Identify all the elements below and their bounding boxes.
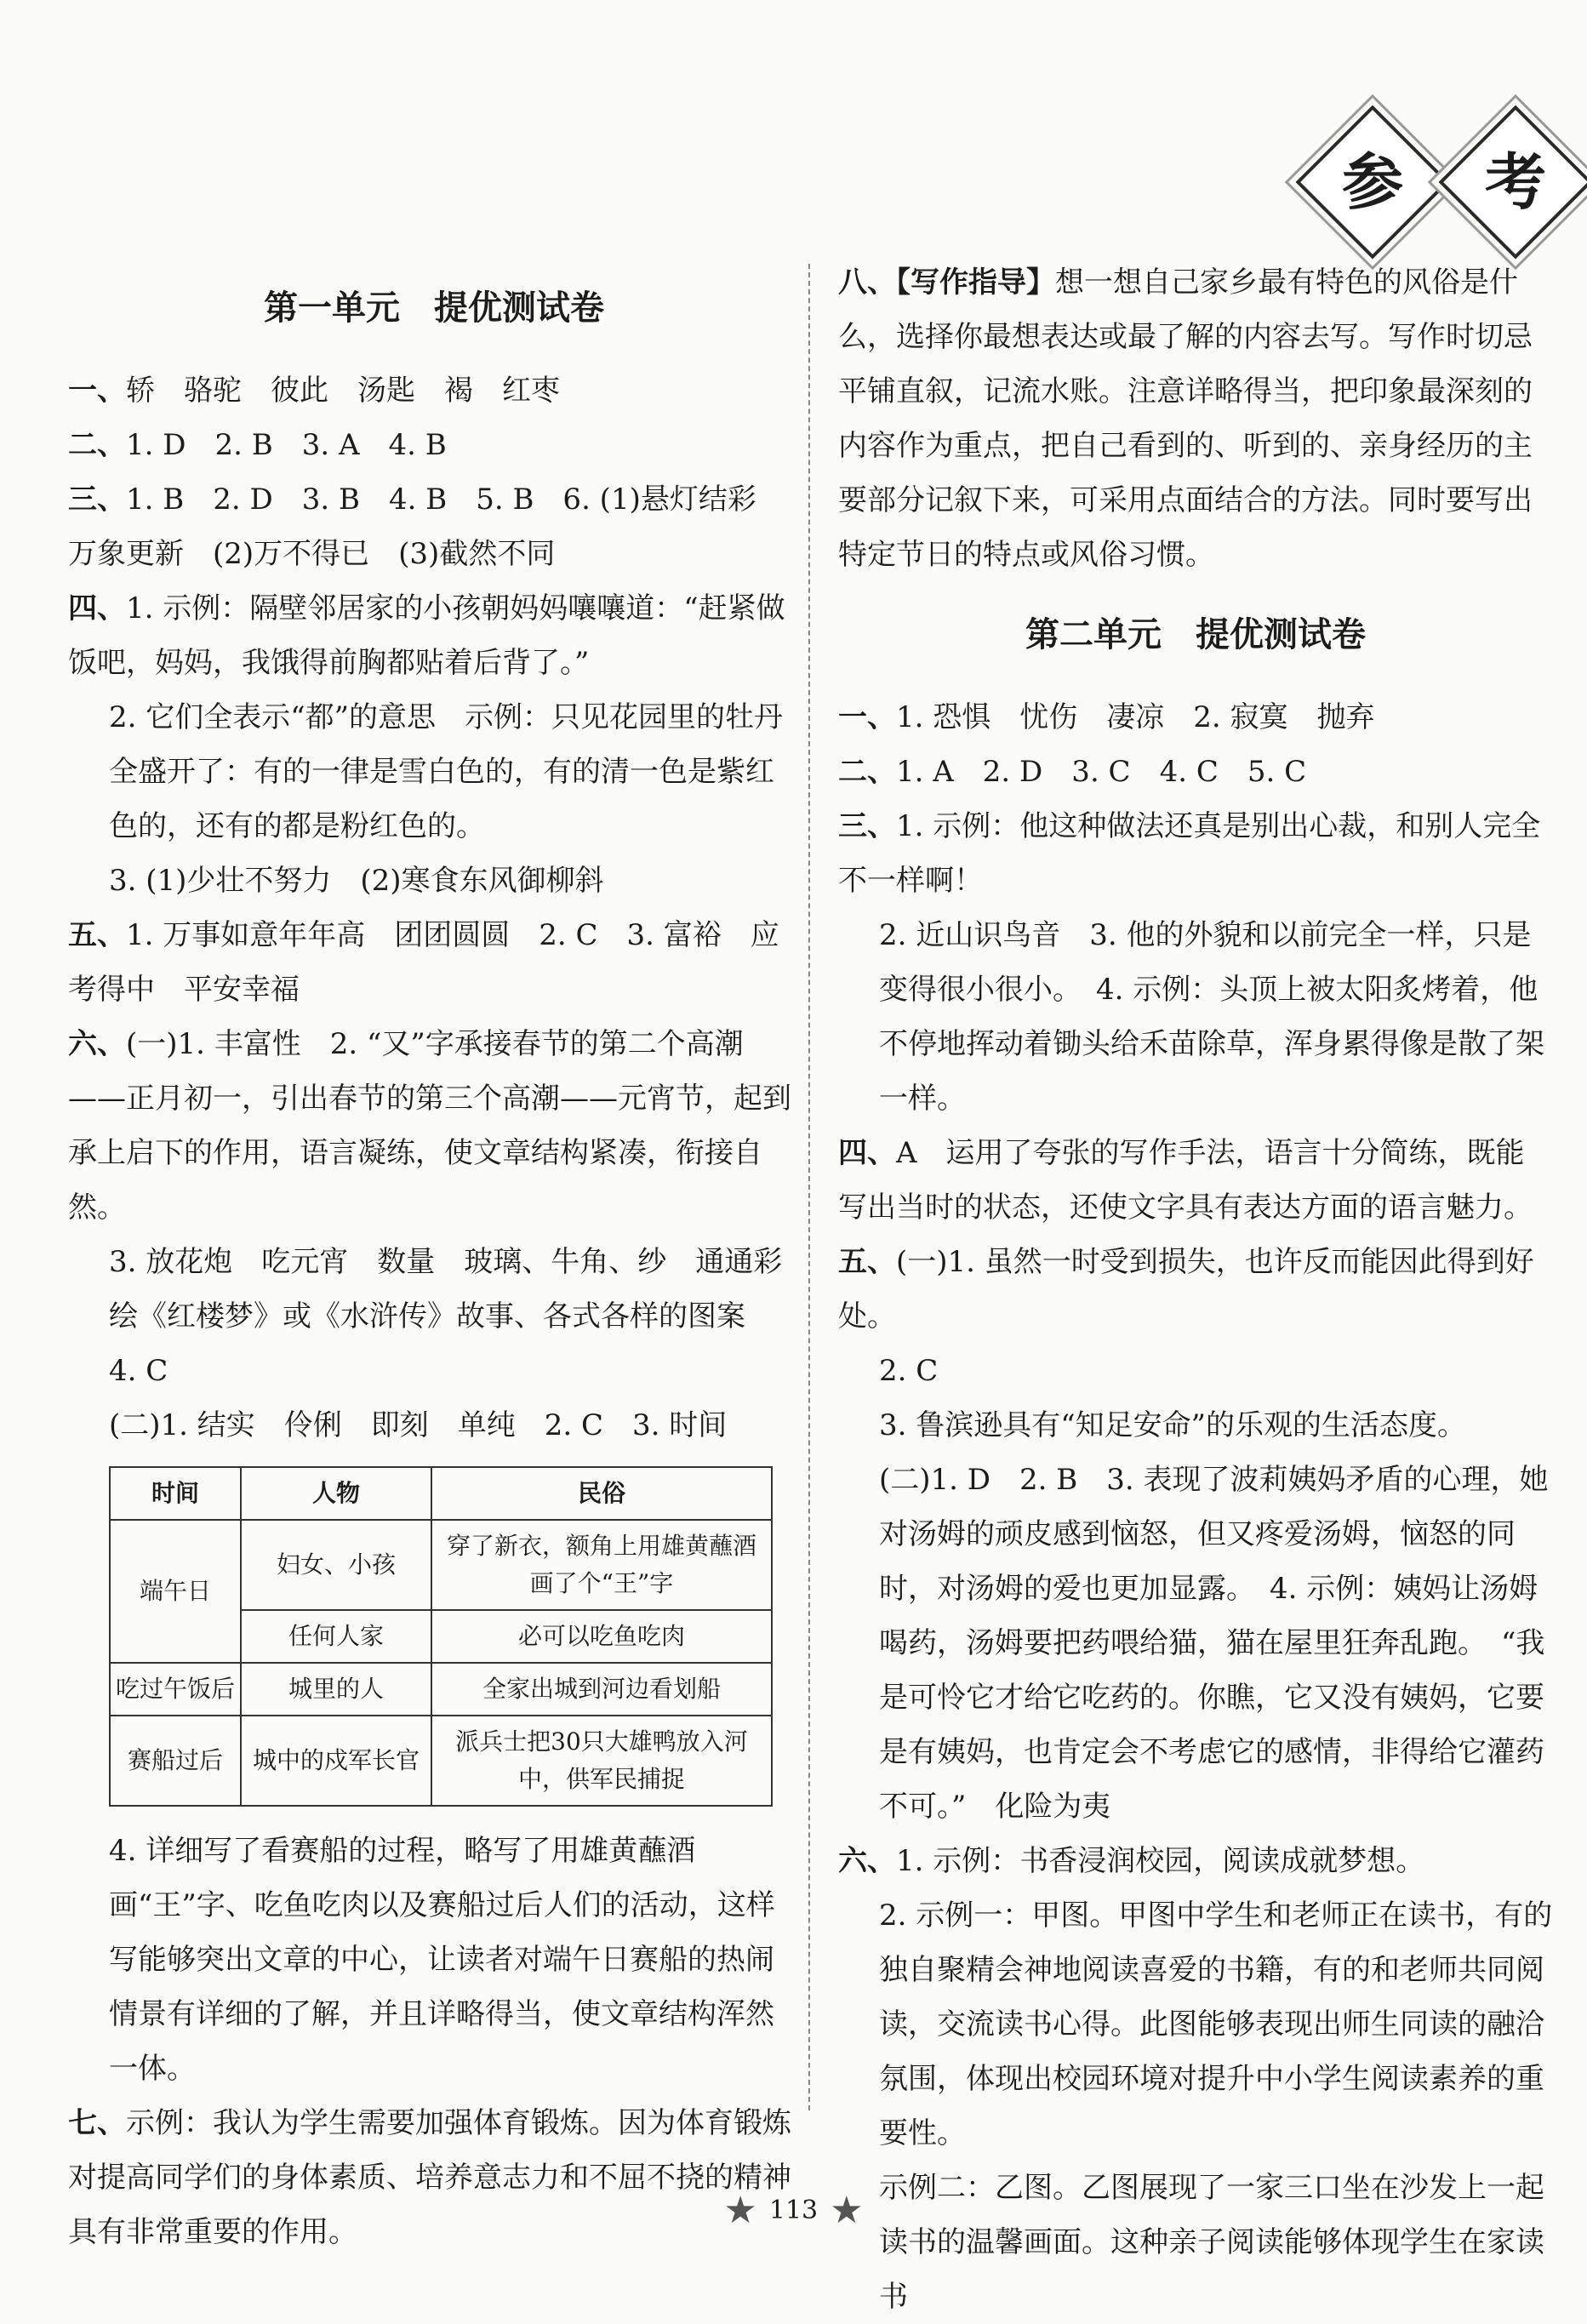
unit-title: 第二单元 提优测试卷 bbox=[1025, 615, 1366, 654]
banner-char: 参 bbox=[1341, 145, 1404, 218]
question-number: 一、 bbox=[68, 374, 126, 408]
answer-text: 2. 近山识鸟音 3. 他的外貌和以前完全一样，只是变得很小很小。 4. 示例：头顶上被太阳炙烤着，他不停地挥动着锄头给禾苗除草，浑身累得像是散了架一样。 bbox=[879, 918, 1544, 1116]
table-cell: 穿了新衣，额角上用雄黄蘸酒画了个“王”字 bbox=[431, 1520, 772, 1610]
table-cell: 吃过午饭后 bbox=[110, 1663, 241, 1716]
question-number: 三、 bbox=[68, 483, 126, 517]
answer-text: 1. 示例：书香浸润校园，阅读成就梦想。 bbox=[896, 1844, 1425, 1878]
question-number: 一、 bbox=[838, 700, 896, 734]
question-number: 二、 bbox=[68, 428, 126, 462]
answer-text: 2. 示例一：甲图。甲图中学生和老师正在读书，有的独自聚精会神地阅读喜爱的书籍，有的和老师共同阅读，交流读书心得。此图能够表现出师生同读的融洽氛围，体现出校园环境对提升中小学生阅读素养的重要性。 bbox=[879, 1899, 1553, 2150]
answer-text: 1. B 2. D 3. B 4. B 5. B 6. (1)悬灯结彩 万象更新 (2)万不得已 (3)截然不同 bbox=[68, 483, 785, 571]
answer-text: 示例：我认为学生需要加强体育锻炼。因为体育锻炼对提高同学们的身体素质、培养意志力和不屈不挠的精神具有非常重要的作用。 bbox=[68, 2106, 791, 2249]
answer-item bbox=[838, 799, 1553, 908]
answer-item bbox=[838, 1453, 1553, 1834]
answer-text: 3. 放花炮 吃元宵 数量 玻璃、牛角、纱 通通彩绘《红楼梦》或《水浒传》故事、各式各样的图案 4. C bbox=[109, 1245, 783, 1388]
right-column bbox=[838, 255, 1553, 2324]
table-cell: 端午日 bbox=[110, 1520, 241, 1663]
answer-item bbox=[68, 1017, 800, 1235]
table-cell: 城里的人 bbox=[241, 1663, 431, 1716]
question-number: 六、 bbox=[838, 1844, 896, 1878]
table-header: 时间 bbox=[110, 1467, 241, 1520]
answer-list bbox=[838, 690, 1553, 2324]
answer-text: 1. 恐惧 忧伤 凄凉 2. 寂寞 抛弃 bbox=[896, 700, 1375, 734]
answer-text: 2. C bbox=[879, 1354, 939, 1388]
page-footer bbox=[0, 2189, 1587, 2232]
question-number: 二、 bbox=[838, 755, 896, 789]
answer-item bbox=[838, 1834, 1553, 1888]
answer-text: (二)1. D 2. B 3. 表现了波莉姨妈矛盾的心理，她对汤姆的顽皮感到恼怒，但又疼爱汤姆，恼怒的同时，对汤姆的爱也更加显露。 4. 示例：姨妈让汤姆喝药，汤姆要把药喂给猫，猫在屋里狂奔乱跑。 “我是可怜它才给它吃药的。你瞧，它又没有姨妈，它要是有姨妈，也肯定会不考虑它的感情，非得给它灌药不可。” 化险为夷 bbox=[879, 1463, 1549, 1824]
answer-text: 轿 骆驼 彼此 汤匙 褐 红枣 bbox=[126, 374, 560, 408]
answer-list bbox=[68, 363, 800, 1453]
unit-title: 第一单元 提优测试卷 bbox=[264, 288, 604, 328]
answer-text: 想一想自己家乡最有特色的风俗是什么，选择你最想表达或最了解的内容去写。写作时切忌平铺直叙，记流水账。注意详略得当，把印象最深刻的内容作为重点，把自己看到的、听到的、亲身经历的主要部分记叙下来，可采用点面结合的方法。同时要写出特定节日的特点或风俗习惯。 bbox=[838, 266, 1533, 572]
answer-text: 1. 万事如意年年高 团团圆圆 2. C 3. 富裕 应考得中 平安幸福 bbox=[68, 918, 779, 1007]
question-number: 三、 bbox=[838, 809, 896, 843]
question-number: 七、 bbox=[68, 2106, 126, 2140]
question-number: 八、 bbox=[838, 266, 896, 300]
answer-text: 示例二：乙图。乙图展现了一家三口坐在沙发上一起读书的温馨画面。这种亲子阅读能够体现学生在家读书 bbox=[879, 2171, 1544, 2314]
table-cell: 城中的戍军长官 bbox=[241, 1716, 431, 1806]
page-number: 113 bbox=[768, 2196, 819, 2225]
answer-item bbox=[68, 2096, 800, 2259]
table-cell: 派兵士把30只大雄鸭放入河中，供军民捕捉 bbox=[431, 1716, 772, 1806]
answer-text: 3. (1)少壮不努力 (2)寒食东风御柳斜 bbox=[109, 864, 604, 898]
answer-item bbox=[838, 908, 1553, 1126]
question-number: 四、 bbox=[68, 591, 126, 625]
answer-text: 1. 示例：他这种做法还真是别出心裁，和别人完全不一样啊！ bbox=[838, 809, 1541, 898]
answer-text: 2. 它们全表示“都”的意思 示例：只见花园里的牡丹全盛开了：有的一律是雪白色的，有的清一色是紫红色的，还有的都是粉红色的。 bbox=[109, 700, 784, 843]
answer-key-banner bbox=[1318, 128, 1570, 237]
answer-text: A 运用了夸张的写作手法，语言十分简练，既能写出当时的状态，还使文字具有表达方面的语言魅力。 bbox=[838, 1136, 1533, 1225]
star-icon: ★ bbox=[830, 2189, 864, 2232]
column-divider bbox=[808, 264, 810, 2110]
answer-list bbox=[838, 255, 1553, 582]
table-cell: 任何人家 bbox=[241, 1610, 431, 1663]
answer-item bbox=[68, 418, 800, 472]
table-cell: 赛船过后 bbox=[110, 1716, 241, 1806]
answer-item bbox=[838, 1235, 1553, 1344]
answer-item bbox=[68, 581, 800, 690]
table-header: 民俗 bbox=[431, 1467, 772, 1520]
banner-badge bbox=[1295, 105, 1449, 259]
answer-text: 1. 示例：隔壁邻居家的小孩朝妈妈嚷嚷道：“赶紧做饭吧，妈妈，我饿得前胸都贴着后背了。” bbox=[68, 591, 785, 680]
writing-guide-tag: 【写作指导】 bbox=[896, 266, 1055, 300]
answer-item bbox=[838, 1126, 1553, 1235]
answer-item bbox=[68, 363, 800, 418]
answer-item bbox=[68, 1824, 800, 2096]
table-header-row bbox=[110, 1467, 772, 1520]
answer-item bbox=[68, 854, 800, 908]
answer-item bbox=[838, 1344, 1553, 1398]
answer-text: 1. A 2. D 3. C 4. C 5. C bbox=[896, 755, 1307, 789]
folk-custom-table bbox=[109, 1466, 773, 1807]
table-header: 人物 bbox=[241, 1467, 431, 1520]
answer-item bbox=[838, 1888, 1553, 2161]
answer-item bbox=[838, 745, 1553, 799]
answer-item bbox=[68, 690, 800, 854]
answer-text: (二)1. 结实 伶俐 即刻 单纯 2. C 3. 时间 bbox=[109, 1408, 728, 1442]
table-cell: 全家出城到河边看划船 bbox=[431, 1663, 772, 1716]
answer-text: 1. D 2. B 3. A 4. B bbox=[126, 428, 447, 462]
table-row bbox=[110, 1716, 772, 1806]
answer-item bbox=[68, 908, 800, 1017]
left-column bbox=[68, 255, 800, 2259]
answer-item bbox=[838, 255, 1553, 582]
banner-badge bbox=[1438, 105, 1587, 259]
question-number: 四、 bbox=[838, 1136, 896, 1170]
answer-text: 4. 详细写了看赛船的过程，略写了用雄黄蘸酒画“王”字、吃鱼吃肉以及赛船过后人们的活动，这样写能够突出文章的中心，让读者对端午日赛船的热闹情景有详细的了解，并且详略得当，使文章结构浑然一体。 bbox=[109, 1834, 775, 2086]
answer-item bbox=[68, 1398, 800, 1453]
answer-text: (一)1. 虽然一时受到损失，也许反而能因此得到好处。 bbox=[838, 1245, 1534, 1333]
star-icon: ★ bbox=[723, 2189, 757, 2232]
table-row bbox=[110, 1520, 772, 1610]
question-number: 五、 bbox=[838, 1245, 896, 1279]
answer-text: 3. 鲁滨逊具有“知足安命”的乐观的生活态度。 bbox=[879, 1408, 1467, 1442]
table-cell: 必可以吃鱼吃肉 bbox=[431, 1610, 772, 1663]
question-number: 六、 bbox=[68, 1027, 126, 1061]
banner-char: 考 bbox=[1484, 145, 1547, 218]
answer-item bbox=[838, 1398, 1553, 1453]
answer-item bbox=[68, 472, 800, 581]
answer-item bbox=[838, 690, 1553, 745]
answer-text: (一)1. 丰富性 2. “又”字承接春节的第二个高潮——正月初一，引出春节的第三个高潮——元宵节，起到承上启下的作用，语言凝练，使文章结构紧凑，衔接自然。 bbox=[68, 1027, 791, 1225]
answer-item bbox=[838, 2161, 1553, 2324]
table-cell: 妇女、小孩 bbox=[241, 1520, 431, 1610]
question-number: 五、 bbox=[68, 918, 126, 952]
table-row bbox=[110, 1663, 772, 1716]
answer-item bbox=[68, 1235, 800, 1398]
